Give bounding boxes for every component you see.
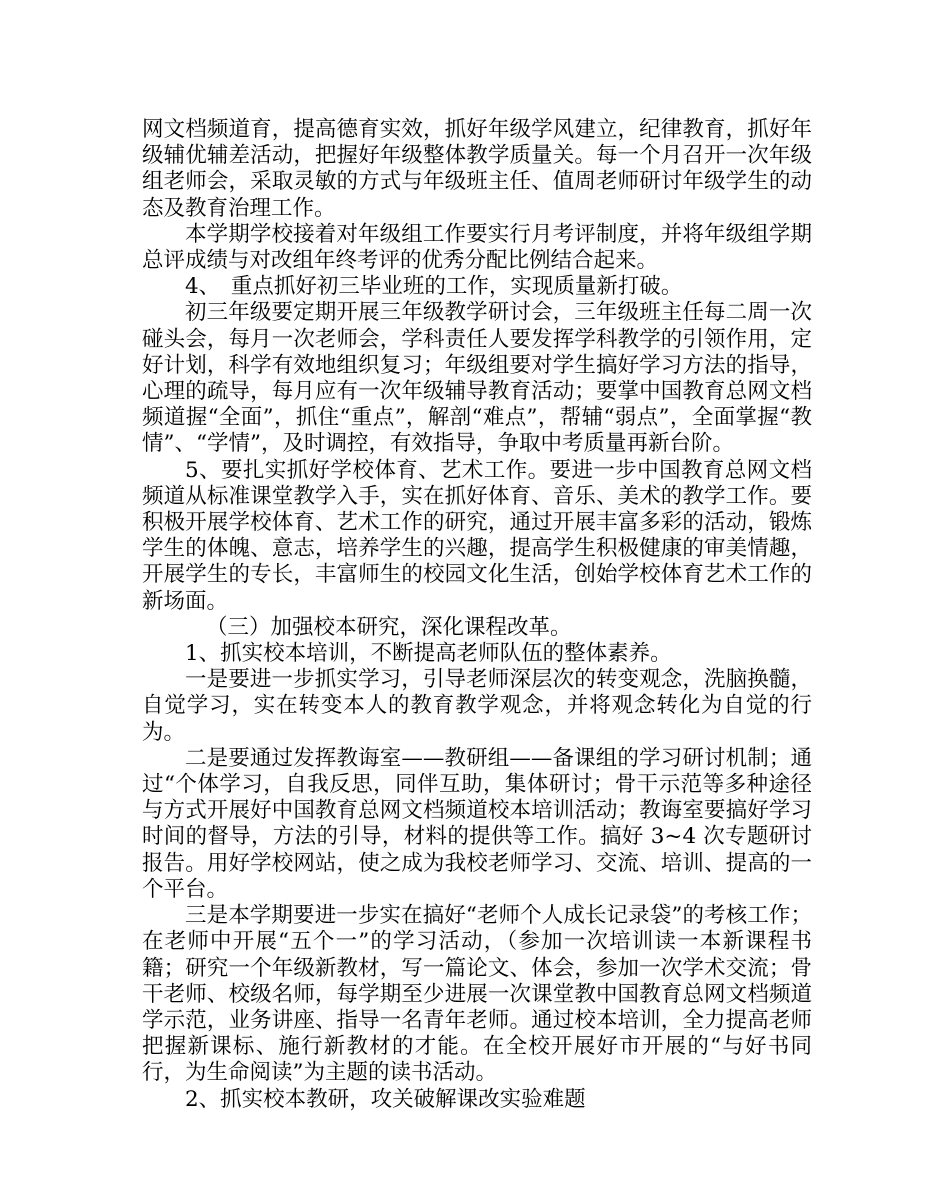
section-heading: 4、 重点抓好初三毕业班的工作，实现质量新打破。 (185, 274, 683, 300)
paragraph: 三是本学期要进一步实在搞好“老师个人成长记录袋”的考核工作；在老师中开展“五个一”的学习活动，（参加一次培训读一本新课程书籍；研究一个年级新教材，写一篇论文、体会，参加一次学术交流；骨干老师、校级名师，每学期至少进展一次课堂教中国教育总网文档频道学示范，业务讲座、指导一名青年老师。通过校本培训，全力提高老师把握新课标、施行新教材的才能。在全校开展好市开展的“与好书同行，为生命阅读”为主题的读书活动。 (142, 903, 812, 1086)
subsection-heading: （三）加强校本研究，深化课程改革。 (206, 614, 572, 640)
paragraph: 一是要进一步抓实学习，引导老师深层次的转变观念，洗脑换髓，自觉学习，实在转变本人的教育教学观念，并将观念转化为自觉的行为。 (142, 667, 812, 745)
paragraph: 网文档频道育，提高德育实效，抓好年级学风建立，纪律教育，抓好年级辅优辅差活动，把握好年级整体教学质量关。每一个月召开一次年级组老师会，采取灵敏的方式与年级班主任、值周老师研讨年级学生的动态及教育治理工作。 (142, 117, 812, 221)
paragraph: 初三年级要定期开展三年级教学研讨会，三年级班主任每二周一次碰头会，每月一次老师会，学科责任人要发挥学科教学的引领作用，定好计划，科学有效地组织复习；年级组要对学生搞好学习方法的指导，心理的疏导，每月应有一次年级辅导教育活动；要掌中国教育总网文档频道握“全面”，抓住“重点”，解剖“难点”，帮辅“弱点”，全面掌握“教情”、“学情”，及时调控，有效指导，争取中考质量再新台阶。 (142, 300, 812, 457)
paragraph: 二是要通过发挥教诲室——教研组——备课组的学习研讨机制；通过“个体学习，自我反思，同伴互助，集体研讨；骨干示范等多种途径与方式开展好中国教育总网文档频道校本培训活动；教诲室要搞好学习时间的督导，方法的引导，材料的提供等工作。搞好 3~4 次专题研讨报告。用好学校网站，使之成为我校老师学习、交流、培训、提高的一个平台。 (142, 745, 812, 902)
section-heading: 2、抓实校本教研，攻关破解课改实验难题 (185, 1086, 586, 1112)
section-heading-paragraph: 5、要扎实抓好学校体育、艺术工作。要进一步中国教育总网文档频道从标准课堂教学入手，实在抓好体育、音乐、美术的教学工作。要积极开展学校体育、艺术工作的研究，通过开展丰富多彩的活动，锻炼学生的体魄、意志，培养学生的兴趣，提高学生积极健康的审美情趣，开展学生的专长，丰富师生的校园文化生活，创始学校体育艺术工作的新场面。 (142, 457, 812, 614)
paragraph: 本学期学校接着对年级组工作要实行月考评制度，并将年级组学期总评成绩与对改组年终考评的优秀分配比例结合起来。 (142, 221, 812, 274)
document-body (142, 117, 812, 1113)
section-heading: 1、抓实校本培训，不断提高老师队伍的整体素养。 (185, 641, 672, 667)
